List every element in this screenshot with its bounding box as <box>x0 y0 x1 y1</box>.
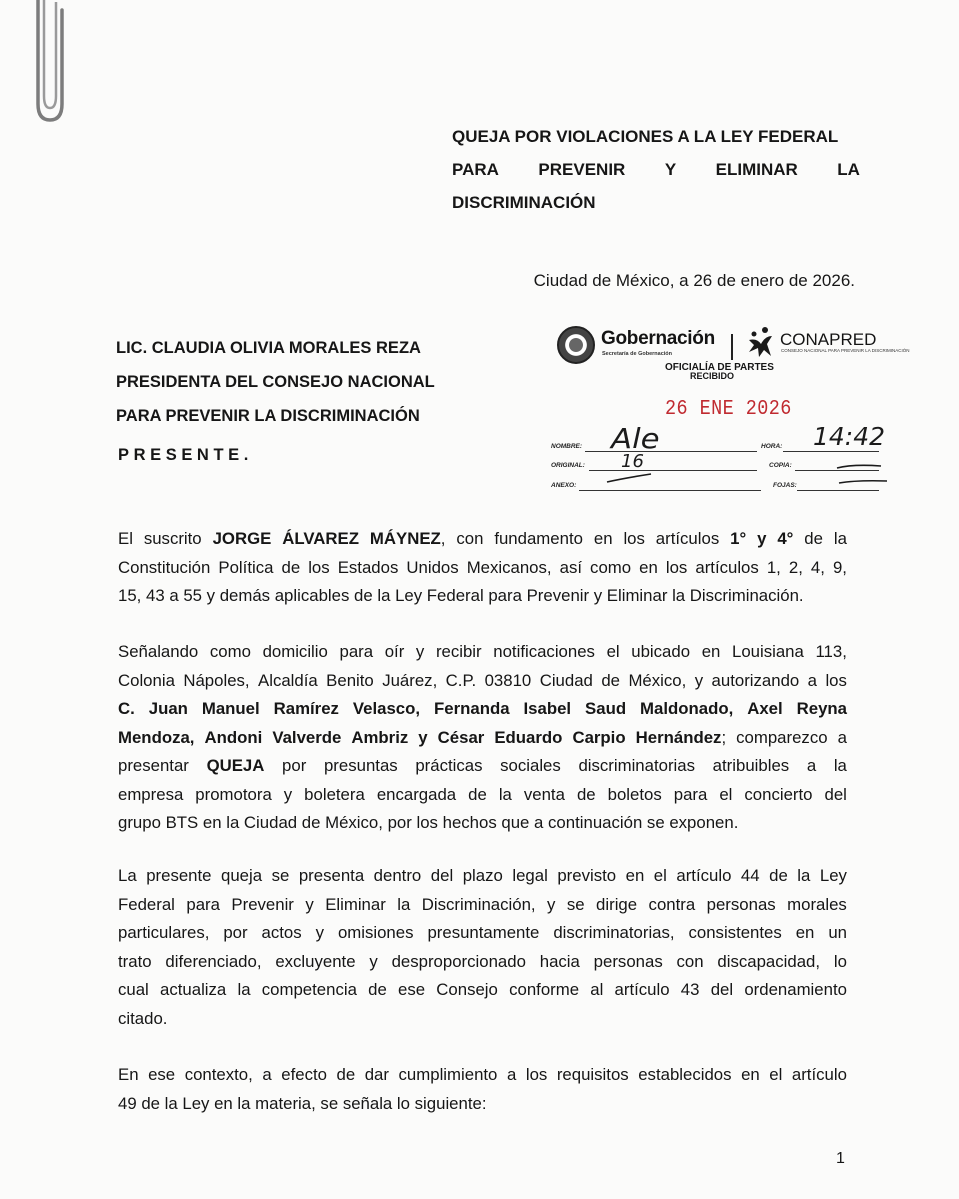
text-word: ÁLVAREZ <box>282 529 359 548</box>
text-word: de <box>336 1065 356 1084</box>
conapred-figure-icon <box>745 326 775 358</box>
national-seal-icon <box>557 326 595 364</box>
paragraph-domicilio <box>118 638 847 838</box>
text-word: desproporcionado <box>391 951 526 971</box>
text-word: la <box>833 756 847 775</box>
text-word: de <box>576 784 596 804</box>
text-word: recibir <box>435 642 482 661</box>
title-line: QUEJA POR VIOLACIONES A LA LEY FEDERAL <box>452 127 839 146</box>
conapred-logo-text: CONAPRED <box>780 330 877 349</box>
text-word: a <box>837 727 847 747</box>
text-word: Discriminación, <box>421 894 536 914</box>
text-word: boletos <box>607 784 662 804</box>
text-word: autorizando <box>711 670 800 690</box>
text-word: Manuel <box>201 699 260 718</box>
text-word: Maldonado, <box>640 699 734 718</box>
text-word: requisitos <box>556 1065 629 1084</box>
addressee-block <box>116 331 435 433</box>
text-word: previsto <box>557 866 617 885</box>
stamp-label-fojas: FOJAS: <box>773 482 797 489</box>
text-word: en <box>625 866 645 885</box>
text-word: actualiza <box>160 980 227 999</box>
text-word: cual <box>118 980 149 999</box>
text-word: excluyente <box>275 951 356 971</box>
addressee-line: PARA PREVENIR LA DISCRIMINACIÓN <box>116 407 420 425</box>
text-word: y <box>694 670 704 690</box>
handwritten-strokes-icon <box>605 450 905 490</box>
text-word: del <box>710 980 734 999</box>
text-line <box>118 1005 847 1034</box>
title-line-justified <box>452 153 860 186</box>
text-word: y <box>757 529 767 548</box>
stamp-field-line <box>579 490 761 491</box>
text-word: queja <box>221 866 263 885</box>
text-word: artículo <box>614 980 670 999</box>
text-word: citado. <box>118 1008 168 1028</box>
text-word: prácticas <box>415 756 483 775</box>
text-word: artículos <box>695 557 759 577</box>
text-word: personas <box>706 894 776 914</box>
text-word: de <box>601 670 620 690</box>
stamp-office: OFICIALÍA DE PARTES <box>665 362 774 373</box>
text-word: se <box>271 866 290 885</box>
text-word: al <box>590 980 604 999</box>
text-word: Ramírez <box>273 699 339 718</box>
text-word: a <box>807 670 818 690</box>
handwritten-hora: 14:42 <box>813 422 886 451</box>
text-word: Estados <box>337 557 399 577</box>
text-word: Andoni <box>204 727 263 747</box>
text-word: trato <box>118 951 152 971</box>
paragraph-fundamento <box>118 525 847 611</box>
text-word: JORGE <box>212 529 272 548</box>
text-word: Juan <box>148 699 188 718</box>
text-word: por <box>282 756 307 775</box>
text-line <box>118 809 847 838</box>
paragraph-plazo <box>118 862 847 1033</box>
text-word: Hernández; <box>635 727 727 747</box>
text-word: a <box>506 1065 517 1084</box>
text-word: la <box>237 980 251 999</box>
text-word: Eduardo <box>494 727 563 747</box>
text-word: Ley <box>819 866 847 885</box>
text-word: QUEJA <box>206 756 265 775</box>
text-word: lo <box>833 951 847 971</box>
text-word: el <box>653 866 667 885</box>
text-word: del <box>430 866 454 885</box>
document-title <box>452 120 860 219</box>
text-word: César <box>437 727 485 747</box>
text-word: promotora <box>195 784 272 804</box>
text-line <box>118 862 847 891</box>
text-word: grupo BTS en la Ciudad de México, por los hechos que a continuación se exponen. <box>118 813 739 832</box>
text-word: artículo <box>791 1065 847 1084</box>
text-word: Fernanda <box>434 699 510 718</box>
text-word: legal <box>512 866 548 885</box>
text-word: como <box>209 642 251 661</box>
text-word: Louisiana <box>731 642 804 661</box>
title-word: LA <box>837 160 860 179</box>
text-word: cumplimiento <box>398 1065 498 1084</box>
text-word: personas <box>593 951 663 971</box>
addressee-line: PRESIDENTA DEL CONSEJO NACIONAL <box>116 373 435 391</box>
text-word: y <box>305 894 314 914</box>
text-line <box>118 948 847 977</box>
stamp-label-original: ORIGINAL: <box>551 462 585 469</box>
text-word: La <box>118 866 137 885</box>
text-word: Isabel <box>523 699 572 718</box>
title-word: ELIMINAR <box>715 160 798 179</box>
text-word: y <box>415 642 425 661</box>
stamp-date: 26 ENE 2026 <box>665 398 792 421</box>
handwritten-nombre: Ale <box>611 422 660 455</box>
text-word: concierto <box>744 784 813 804</box>
text-word: el <box>719 784 733 804</box>
text-word: discapacidad, <box>717 951 821 971</box>
text-word: el <box>606 642 620 661</box>
text-word: dar <box>364 1065 389 1084</box>
text-word: consistentes <box>688 923 782 942</box>
text-word: Federal <box>118 894 175 914</box>
text-word: la <box>498 784 512 804</box>
text-word: la <box>397 894 411 914</box>
text-word: artículo <box>676 866 732 885</box>
text-word: de <box>281 557 301 577</box>
text-word: los <box>665 557 688 577</box>
text-line <box>118 752 847 781</box>
gobernacion-logo-subtext: Secretaría de Gobernación <box>602 351 672 357</box>
title-line: DISCRIMINACIÓN <box>452 193 596 212</box>
text-word: En <box>118 1065 139 1084</box>
text-word: contexto, <box>184 1065 253 1084</box>
text-word: Alcaldía <box>258 670 318 690</box>
text-word: en <box>701 642 721 661</box>
text-word: de <box>468 784 487 804</box>
text-line <box>118 554 847 583</box>
text-line <box>118 525 847 554</box>
text-word: de <box>804 529 823 548</box>
text-word: fundamento <box>494 529 583 548</box>
text-word: Política <box>218 557 274 577</box>
text-line <box>118 781 847 810</box>
text-word: de <box>769 866 788 885</box>
text-word: diferenciado, <box>165 951 262 971</box>
text-word: Benito <box>326 670 374 690</box>
text-word: 1, <box>766 557 781 577</box>
text-line <box>118 667 847 696</box>
text-word: 49 de la Ley en la materia, se señala lo siguiente: <box>118 1093 487 1113</box>
text-word: del <box>824 784 847 804</box>
text-word: boletera <box>304 784 365 804</box>
text-word: sociales <box>500 756 561 775</box>
stamp-label-anexo: ANEXO: <box>551 482 577 489</box>
text-word: omisiones <box>337 923 414 942</box>
text-word: venta <box>523 784 565 804</box>
text-word: para <box>673 784 708 804</box>
gobernacion-logo-text: Gobernación <box>601 328 715 349</box>
text-word: el <box>769 1065 783 1084</box>
text-line <box>118 891 847 920</box>
text-word: discriminatorias, <box>553 923 675 942</box>
text-word: Señalando <box>118 642 199 661</box>
text-word: México, <box>628 670 687 690</box>
text-word: por <box>223 923 248 942</box>
text-word: presuntas <box>323 756 398 775</box>
text-word: Mexicanos, <box>466 557 552 577</box>
text-word: Consejo <box>436 980 498 999</box>
text-word: empresa <box>118 784 184 804</box>
addressee-line: LIC. CLAUDIA OLIVIA MORALES REZA <box>116 339 421 357</box>
text-word: morales <box>787 894 847 914</box>
text-word: y <box>369 951 378 971</box>
page-number: 1 <box>836 1150 845 1167</box>
title-word: Y <box>664 160 677 179</box>
text-word: la <box>797 866 811 885</box>
text-word: Eliminar <box>325 894 386 914</box>
text-word: presuntamente <box>427 923 540 942</box>
text-word: y <box>283 784 293 804</box>
text-word: para <box>186 894 220 914</box>
text-word: Ambriz <box>351 727 409 747</box>
stamp-label-copia: COPIA: <box>769 462 792 469</box>
text-word: C. <box>118 699 135 718</box>
stamp-field-line <box>797 490 879 491</box>
text-word: dirige <box>596 894 638 914</box>
text-word: presentar <box>118 756 189 775</box>
text-word: contra <box>648 894 696 914</box>
text-word: Colonia <box>118 670 175 690</box>
text-word: efecto <box>281 1065 327 1084</box>
text-word: a <box>806 756 817 775</box>
text-word: actos <box>261 923 302 942</box>
text-word: notificaciones <box>493 642 595 661</box>
stamp-label-nombre: NOMBRE: <box>551 443 583 450</box>
text-word: El <box>118 529 133 548</box>
text-word: presente <box>146 866 212 885</box>
text-word: Ciudad <box>539 670 593 690</box>
text-line <box>118 582 847 611</box>
text-word: 4° <box>777 529 794 548</box>
text-line <box>118 724 847 753</box>
text-word: oír <box>384 642 405 661</box>
text-word: Velasco, <box>352 699 421 718</box>
document-date: Ciudad de México, a 26 de enero de 2026. <box>533 271 855 290</box>
text-word: Prevenir <box>231 894 294 914</box>
text-word: plazo <box>462 866 503 885</box>
text-word: 44 <box>740 866 760 885</box>
text-word: en <box>741 1065 760 1084</box>
text-word: de <box>368 980 387 999</box>
text-word: competencia <box>261 980 357 999</box>
text-word: los <box>825 670 847 690</box>
text-word: los <box>308 557 330 577</box>
salutation: PRESENTE. <box>118 446 253 464</box>
text-word: ubicado <box>631 642 691 661</box>
text-word: y <box>418 727 428 747</box>
text-word: en <box>639 557 658 577</box>
text-line <box>118 638 847 667</box>
text-word: establecidos <box>638 1065 732 1084</box>
text-word: ese <box>148 1065 176 1084</box>
text-word: 03810 <box>484 670 532 690</box>
text-word: y <box>547 894 556 914</box>
text-word: con <box>676 951 704 971</box>
text-word: 43 <box>680 980 700 999</box>
title-word: PARA <box>452 160 499 179</box>
text-word: domicilio <box>262 642 328 661</box>
text-word: Constitución <box>118 557 211 577</box>
text-word: 1° <box>730 529 747 548</box>
text-word: se <box>566 894 585 914</box>
text-word: Mendoza, <box>118 727 195 747</box>
text-word: como <box>590 557 632 577</box>
text-word: para <box>339 642 374 661</box>
text-word: y <box>315 923 324 942</box>
text-word: presenta <box>298 866 365 885</box>
text-word: 113, <box>815 642 847 661</box>
text-word: Nápoles, <box>183 670 250 690</box>
text-word: MÁYNEZ, <box>369 529 446 548</box>
text-word: Axel <box>747 699 783 718</box>
text-word: la <box>833 529 847 548</box>
reception-stamp <box>545 322 910 498</box>
stamp-label-hora: HORA: <box>761 443 783 450</box>
text-word: hacia <box>539 951 580 971</box>
text-word: comparezco <box>736 727 828 747</box>
text-word: Saud <box>585 699 627 718</box>
paragraph-contexto <box>118 1061 847 1118</box>
text-word: los <box>525 1065 548 1084</box>
text-word: 9, <box>832 557 847 577</box>
text-word: Carpio <box>572 727 626 747</box>
text-word: así <box>559 557 582 577</box>
text-line <box>118 919 847 948</box>
text-line <box>118 976 847 1005</box>
text-line <box>118 695 847 724</box>
text-word: encargada <box>376 784 457 804</box>
text-word: los <box>623 529 645 548</box>
text-word: artículos <box>655 529 720 548</box>
text-word: atribuibles <box>712 756 790 775</box>
handwritten-original: 16 <box>621 451 644 472</box>
text-word: C.P. <box>445 670 477 690</box>
text-word: particulares, <box>118 923 210 942</box>
text-word: dentro <box>373 866 422 885</box>
text-word: Reyna <box>796 699 847 718</box>
text-word: ordenamiento <box>744 980 847 999</box>
text-word: 2, <box>788 557 803 577</box>
text-line <box>118 1090 847 1119</box>
text-word: 15, 43 a 55 y demás aplicables de la Ley Federal para Prevenir y Eliminar la Discriminación. <box>118 586 804 605</box>
text-word: un <box>828 923 847 942</box>
text-word: suscrito <box>143 529 202 548</box>
paper-clip-icon <box>30 0 64 124</box>
text-word: ese <box>398 980 426 999</box>
text-word: en <box>593 529 613 548</box>
text-word: 4, <box>810 557 825 577</box>
text-word: en <box>795 923 815 942</box>
text-word: con <box>456 529 484 548</box>
title-word: PREVENIR <box>538 160 626 179</box>
logo-divider <box>731 334 733 360</box>
text-word: Juárez, <box>382 670 438 690</box>
text-word: a <box>262 1065 272 1084</box>
text-word: conforme <box>509 980 580 999</box>
text-word: discriminatorias <box>578 756 696 775</box>
stamp-received: RECIBIDO <box>690 371 735 381</box>
conapred-logo-subtext: CONSEJO NACIONAL PARA PREVENIR LA DISCRIMINACIÓN <box>781 348 910 353</box>
text-line <box>118 1061 847 1090</box>
text-word: Valverde <box>272 727 342 747</box>
text-word: Unidos <box>406 557 459 577</box>
